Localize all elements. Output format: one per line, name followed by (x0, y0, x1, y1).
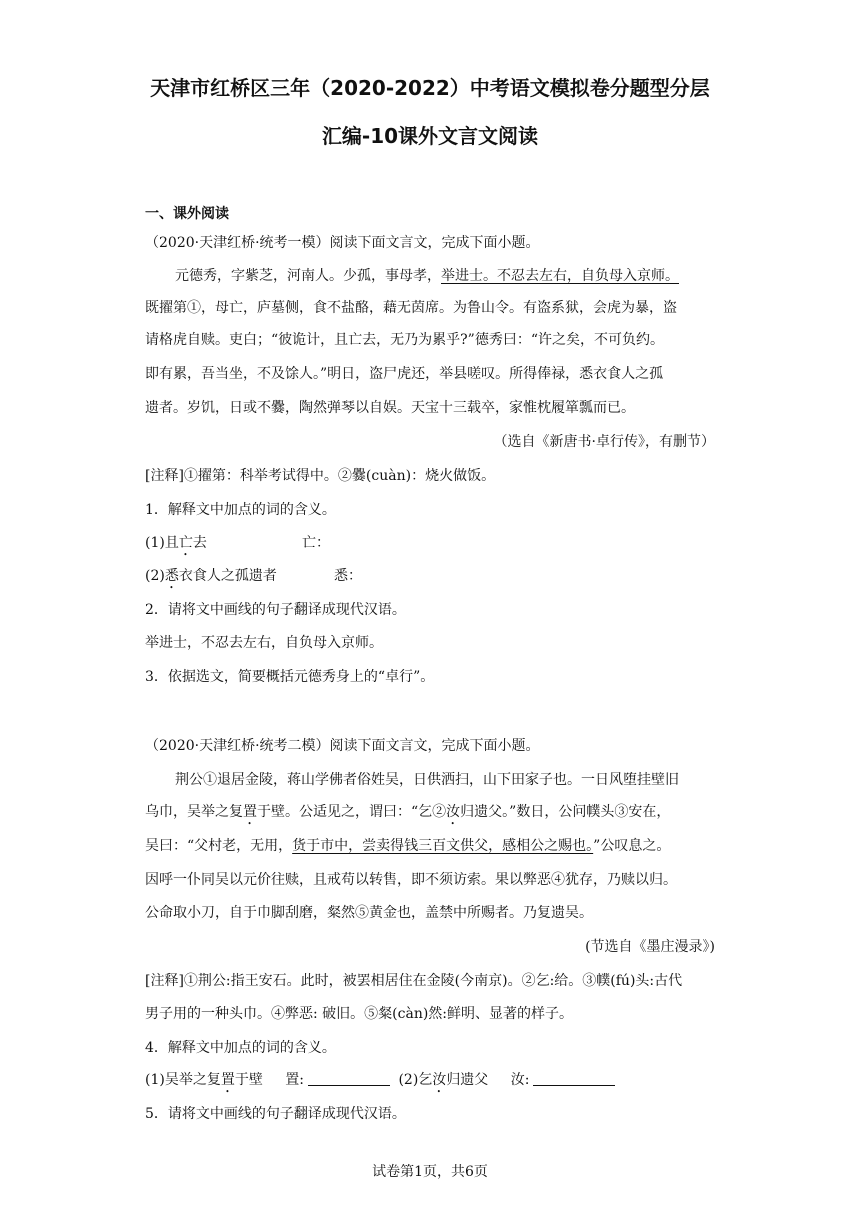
passage1-underlined-sentence: 举进士。不忍去左右，自负母入京师。 (441, 268, 679, 284)
question-1-item-2 (145, 566, 277, 592)
passage2-line-3 (145, 836, 670, 856)
question-5: 5．请将文中画线的句子翻译成现代汉语。 (145, 1106, 406, 1122)
passage2-line-4: 因呼一仆同吴以元价往赎，且戒苟以转售，即不须访索。果以弊恶④犹存，乃赎以归。 (145, 872, 677, 888)
passage1-note: [注释]①擢第：科举考试得中。②爨(cuàn)：烧火做饭。 (145, 468, 496, 484)
passage1-line-4: 即有累，吾当坐，不及馀人。”明日，盗尸虎还，举县嗟叹。所得俸禄，悉衣食人之孤 (145, 366, 664, 382)
question-4-items (145, 1070, 615, 1096)
passage2-line-2-text-c: 归遗父。”数日，公问幞头③安在， (460, 804, 671, 820)
question-2: 2．请将文中画线的句子翻译成现代汉语。 (145, 602, 406, 618)
question-3: 3．依据选文，简要概括元德秀身上的“卓行”。 (145, 669, 435, 685)
page-footer: 试卷第1页，共6页 (372, 1164, 488, 1180)
passage2-note-line-1: [注释]①荆公:指王安石。此时，被罢相居住在金陵(今南京)。②乞:给。③幞(fú)头:古代 (145, 973, 683, 989)
question-1-item-1-label: 亡： (302, 535, 330, 551)
q4-1-suffix: 于壁 (234, 1072, 263, 1088)
q4-2-suffix: 归遗父 (446, 1072, 489, 1088)
question-1: 1．解释文中加点的词的含义。 (145, 502, 336, 518)
passage2-line-5: 公命取小刀，自于巾脚刮磨，粲然⑤黄金也，盖禁中所赐者。乃复遗吴。 (145, 905, 593, 921)
passage1-line-1-text: 元德秀，字紫芝，河南人。少孤，事母孝， (175, 268, 441, 284)
passage2-dotted-word-zhi: 置 (243, 804, 257, 820)
passage1-line-2: 既擢第①，母亡，庐墓侧，食不盐酪，藉无茵席。为鲁山令。有盗系狱，会虎为暴，盗 (145, 300, 677, 316)
q4-2-label: 汝: (510, 1072, 530, 1088)
passage1-citation: （选自《新唐书·卓行传》，有删节） (493, 434, 715, 450)
passage2-line-2-text-b: 于壁。公适见之，谓曰：“乞② (257, 804, 447, 820)
q1-1-suffix: 去 (192, 535, 207, 551)
q4-2-prefix: (2)乞 (398, 1072, 433, 1088)
passage1-line-1 (175, 266, 679, 286)
q4-1-label: 置: (285, 1072, 305, 1088)
passage1-source-intro: （2020·天津红桥·统考一模）阅读下面文言文，完成下面小题。 (145, 235, 540, 251)
passage2-underlined-sentence: 货于市中，尝卖得钱三百文供父，感相公之赐也。 (292, 838, 594, 854)
q4-1-prefix: (1)吴举之复 (145, 1072, 221, 1088)
q1-2-prefix: (2) (145, 568, 165, 584)
section-heading: 一、课外阅读 (145, 206, 229, 222)
passage1-line-3: 请格虎自赎。吏白；“彼诡计，且亡去，无乃为累乎?”德秀曰：“许之矣，不可负约。 (145, 332, 664, 348)
passage2-citation: (节选自《墨庄漫录》) (585, 939, 715, 955)
q1-1-dotted-word: 亡 (178, 535, 193, 551)
question-4: 4．解释文中加点的词的含义。 (145, 1040, 336, 1056)
q1-1-prefix: (1)且 (145, 535, 179, 551)
passage2-line-2-text-a: 乌巾，吴举之复 (145, 804, 243, 820)
q4-1-dotted-word: 置 (220, 1072, 235, 1088)
document-title-line-1: 天津市红桥区三年（2020-2022）中考语文模拟卷分题型分层 (150, 76, 710, 100)
passage1-line-5: 遗者。岁饥，日或不爨，陶然弹琴以自娱。天宝十三载卒，家惟枕履箪瓢而已。 (145, 400, 635, 416)
document-title-line-2: 汇编-10课外文言文阅读 (321, 124, 539, 148)
q1-2-suffix: 衣食人之孤遗者 (178, 568, 277, 584)
q4-2-dotted-word: 汝 (432, 1072, 447, 1088)
passage2-line-3-text-a: 吴曰：“父村老，无用， (145, 838, 293, 854)
passage2-line-3-text-b: ”公叹息之。 (593, 838, 671, 854)
passage2-dotted-word-ru: 汝 (446, 804, 461, 820)
passage2-line-2 (145, 802, 670, 828)
passage2-source-intro: （2020·天津红桥·统考二模）阅读下面文言文，完成下面小题。 (145, 738, 540, 754)
question-2-sentence: 举进士，不忍去左右，自负母入京师。 (145, 635, 383, 651)
question-1-item-2-label: 悉： (334, 568, 362, 584)
question-1-item-1 (145, 533, 207, 559)
q4-1-answer-blank[interactable] (308, 1071, 390, 1086)
q1-2-dotted-word: 悉 (164, 568, 179, 584)
passage2-note-line-2: 男子用的一种头巾。④弊恶: 破旧。⑤粲(càn)然:鲜明、显著的样子。 (145, 1006, 574, 1022)
q4-2-answer-blank[interactable] (533, 1071, 615, 1086)
passage2-line-1: 荆公①退居金陵，蒋山学佛者俗姓吴，日供洒扫，山下田家子也。一日风堕挂壁旧 (175, 772, 679, 788)
